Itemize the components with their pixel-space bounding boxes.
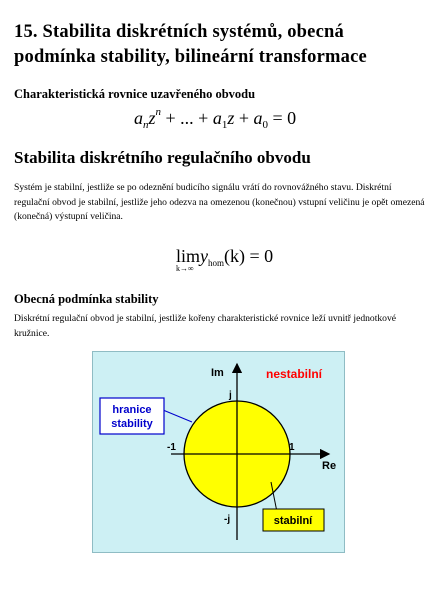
eq-arg: (k) = 0 [224, 246, 274, 266]
eq-y: y [200, 246, 209, 266]
eq-equals-zero: = 0 [268, 108, 297, 128]
eq-sup-n: n [155, 106, 162, 118]
eq-term-a1: a [212, 108, 222, 128]
limit-equation [176, 246, 274, 273]
stable-region-label: stabilní [273, 515, 313, 527]
eq-lim: lim [176, 246, 201, 266]
section-heading-characteristic-equation: Charakteristická rovnice uzavřeného obvodu [14, 87, 256, 101]
axis-label-re: Re [322, 460, 337, 472]
eq-term-a0: a [253, 108, 263, 128]
general-condition-paragraph: Diskrétní regulační obvod je stabilní, jestliže kořeny charakteristické rovnice leží uvnitř jednotkové kružnice. [14, 313, 397, 339]
boundary-pointer [163, 410, 192, 422]
eq-plus: + [234, 108, 254, 128]
section-heading-general-condition: Obecná podmínka stability [14, 292, 159, 306]
eq-sub-0: 0 [262, 119, 268, 131]
page-title: 15. Stabilita diskrétních systémů, obecná podmínka stability, bilineární transformace [14, 22, 367, 67]
stability-paragraph: Systém je stabilní, jestliže se po odeznění budicího signálu vrátí do rovnovážného stavu. Diskrétní regulační obvod je stabilní, jestliže jeho odezva na omezenou (konečnou) vstupní veličinu je opět omezená (konečná) výstupní veličina. [14, 182, 425, 222]
tick-label-j: j [229, 390, 232, 401]
stability-diagram [92, 351, 345, 553]
boundary-label-line2: stability [111, 418, 153, 430]
eq-sub-n: n [143, 119, 149, 131]
boundary-label-line1: hranice [112, 404, 152, 416]
eq-term-z: z [148, 108, 156, 128]
eq-term-z1: z [227, 108, 235, 128]
eq-y-sub-hom: hom [208, 258, 225, 268]
axis-label-im: Im [211, 367, 224, 379]
unstable-region-label: nestabilní [266, 367, 323, 381]
characteristic-equation [134, 106, 296, 131]
section-heading-stability: Stabilita diskrétního regulačního obvodu [14, 148, 311, 167]
tick-label-minus-j: -j [224, 514, 231, 525]
tick-label-1: 1 [289, 442, 295, 453]
tick-label-minus-1: -1 [167, 442, 176, 453]
eq-ellipsis: + ... + [161, 108, 213, 128]
eq-sub-1: 1 [221, 119, 228, 131]
eq-term-a: a [134, 108, 143, 128]
stability-diagram-svg [93, 352, 344, 552]
eq-lim-sub: k→∞ [176, 264, 194, 273]
